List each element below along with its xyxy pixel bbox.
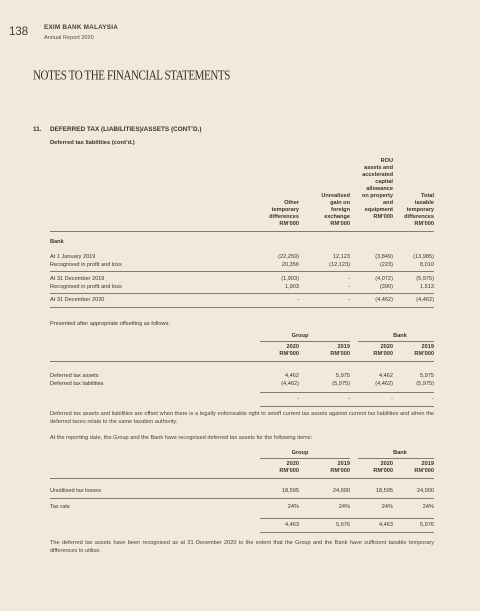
table1-header-3-line: assets and: [364, 165, 393, 171]
table-row: [0, 276, 480, 284]
total-value: 5,976: [336, 522, 350, 528]
row-value: (22,259): [278, 254, 299, 260]
row-value: (4,462): [281, 381, 299, 387]
group-label: Group: [291, 333, 309, 339]
table-row: [0, 262, 480, 270]
table1-header-1-line: temporary: [271, 207, 299, 213]
report-name: Annual Report 2020: [44, 35, 94, 41]
table1-bottom-divider: [50, 307, 434, 308]
table-row: [0, 381, 480, 389]
offset-intro: Presented after appropriate offsetting as follows:: [50, 321, 170, 327]
table-row: [0, 284, 480, 292]
total-value: -: [391, 396, 393, 402]
row-value: (4,462): [375, 381, 393, 387]
row-divider: [50, 498, 434, 499]
total-value: 4,463: [285, 522, 299, 528]
table1-divider-2019: [50, 271, 434, 272]
row-value: -: [297, 297, 299, 303]
total-value: -: [348, 396, 350, 402]
subsection-title: Deferred tax liabilities (cont’d.): [50, 140, 135, 146]
row-value: 20,356: [281, 262, 299, 268]
table-row: [0, 297, 480, 305]
table1-header-4-line: temporary: [406, 207, 434, 213]
header-divider: [50, 361, 434, 362]
paragraph-recognised: At the reporting date, the Group and the Bank have recognised deferred tax assets for the following items:: [50, 435, 313, 441]
unit-header: RM’000: [414, 351, 434, 357]
row-value: (5,975): [416, 276, 434, 282]
row-value: 4,462: [379, 373, 393, 379]
total-bottom-rule: [260, 532, 434, 533]
year-header: 2019: [337, 461, 350, 467]
table1-header-2-line: Unrealised: [321, 193, 350, 199]
row-value: (13,985): [413, 254, 434, 260]
total-value: -: [297, 396, 299, 402]
row-label: Unutilised tax losses: [50, 488, 101, 494]
bank-name: EXIM BANK MALAYSIA: [44, 24, 119, 31]
total-bottom-rule: [260, 406, 434, 407]
unit-header: RM’000: [373, 468, 393, 474]
table1-header-2-line: exchange: [324, 214, 350, 220]
table1-header-divider: [50, 231, 434, 232]
table1-divider-2020: [50, 293, 434, 294]
page-number: 138: [9, 26, 29, 38]
row-value: 24,900: [332, 488, 350, 494]
row-value: (1,903): [281, 276, 299, 282]
unit-header: RM’000: [414, 468, 434, 474]
bank-label: Bank: [393, 450, 407, 456]
table-row: [0, 254, 480, 262]
row-label: Recognised in profit and loss: [50, 284, 122, 290]
header-divider: [50, 478, 434, 479]
table1-header-3-line: accelerated: [362, 172, 393, 178]
total-value: 5,976: [420, 522, 434, 528]
table1-header-1-line: Other: [284, 200, 299, 206]
table1-header-3-line: allowance: [366, 186, 393, 192]
year-header: 2019: [421, 344, 434, 350]
section-number: 11.: [33, 126, 42, 133]
row-value: 24%: [381, 504, 393, 510]
group-underline: [260, 341, 350, 342]
table1-header-2-line: gain on: [330, 200, 350, 206]
total-value: -: [432, 396, 434, 402]
section-heading: [33, 126, 201, 133]
row-value: (12,123): [329, 262, 350, 268]
table1-header-4-line: RM’000: [414, 221, 434, 227]
table1-header-4-line: differences: [404, 214, 434, 220]
year-header: 2020: [380, 344, 393, 350]
row-label: Deferred tax liabilities: [50, 381, 104, 387]
row-value: 24%: [422, 504, 434, 510]
notes-title: NOTES TO THE FINANCIAL STATEMENTS: [33, 68, 230, 83]
row-label: Deferred tax assets: [50, 373, 99, 379]
row-value: 24%: [338, 504, 350, 510]
table1-header-1-line: differences: [269, 214, 299, 220]
row-value: (4,072): [375, 276, 393, 282]
table1-header-4-line: taxable: [414, 200, 434, 206]
row-label: At 31 December 2020: [50, 297, 105, 303]
year-header: 2020: [286, 344, 299, 350]
table-row: [0, 373, 480, 381]
row-value: (4,462): [416, 297, 434, 303]
table1-header-3-line: capital: [375, 179, 393, 185]
unit-header: RM’000: [373, 351, 393, 357]
row-label: Recognised in profit and loss: [50, 262, 122, 268]
row-value: 5,975: [336, 373, 350, 379]
row-value: (223): [379, 262, 393, 268]
row-value: 24,900: [416, 488, 434, 494]
table1-header-3-line: on property: [361, 193, 393, 199]
row-value: 18,595: [281, 488, 299, 494]
row-value: (390): [379, 284, 393, 290]
unit-header: RM’000: [330, 468, 350, 474]
table1-header-3-line: ROU: [380, 158, 393, 164]
row-value: (4,462): [375, 297, 393, 303]
row-label: At 1 January 2019: [50, 254, 96, 260]
year-header: 2019: [337, 344, 350, 350]
row-value: -: [348, 297, 350, 303]
row-value: 12,123: [332, 254, 350, 260]
paragraph-conclusion: The deferred tax assets have been recognised as at 31 December 2020 to the extent that the Group and the Bank have sufficient taxable temporary differences to utilise.: [50, 540, 434, 554]
group-underline: [260, 458, 350, 459]
year-header: 2019: [421, 461, 434, 467]
row-value: 1,903: [285, 284, 299, 290]
row-value: (5,975): [332, 381, 350, 387]
row-value: 8,010: [420, 262, 434, 268]
table1-header-2-line: foreign: [331, 207, 350, 213]
year-header: 2020: [380, 461, 393, 467]
bank-label: Bank: [393, 333, 407, 339]
table-row: [0, 488, 480, 496]
total-top-rule: [260, 518, 434, 519]
group-label: Group: [291, 450, 309, 456]
total-top-rule: [260, 392, 434, 393]
row-value: 1,513: [420, 284, 434, 290]
table1-header-3-line: RM’000: [373, 214, 393, 220]
unit-header: RM’000: [279, 351, 299, 357]
bank-underline: [358, 458, 434, 459]
total-value: 4,463: [379, 522, 393, 528]
paragraph-offset: Deferred tax assets and liabilities are offset when there is a legally enforceable right to setoff current tax assets against current tax liabilities and when the deferred taxes relate to the same taxation authority.: [50, 411, 434, 425]
row-value: (3,849): [375, 254, 393, 260]
bank-underline: [358, 341, 434, 342]
row-value: 5,975: [420, 373, 434, 379]
row-label: Tax rate: [50, 504, 70, 510]
unit-header: RM’000: [279, 468, 299, 474]
year-header: 2020: [286, 461, 299, 467]
row-label: At 31 December 2019: [50, 276, 105, 282]
table1-group-label: Bank: [50, 239, 64, 245]
row-value: 4,462: [285, 373, 299, 379]
row-value: 18,595: [375, 488, 393, 494]
row-value: -: [348, 284, 350, 290]
row-value: (5,975): [416, 381, 434, 387]
section-title: DEFERRED TAX (LIABILITIES)/ASSETS (CONT’D.): [50, 126, 202, 133]
row-value: -: [348, 276, 350, 282]
unit-header: RM’000: [330, 351, 350, 357]
table1-header-3-line: and: [383, 200, 393, 206]
table-row: [0, 504, 480, 512]
table1-header-1-line: RM’000: [279, 221, 299, 227]
row-value: 24%: [287, 504, 299, 510]
table1-header-2-line: RM’000: [330, 221, 350, 227]
table1-header-3-line: equipment: [364, 207, 393, 213]
table1-header-4-line: Total: [421, 193, 434, 199]
